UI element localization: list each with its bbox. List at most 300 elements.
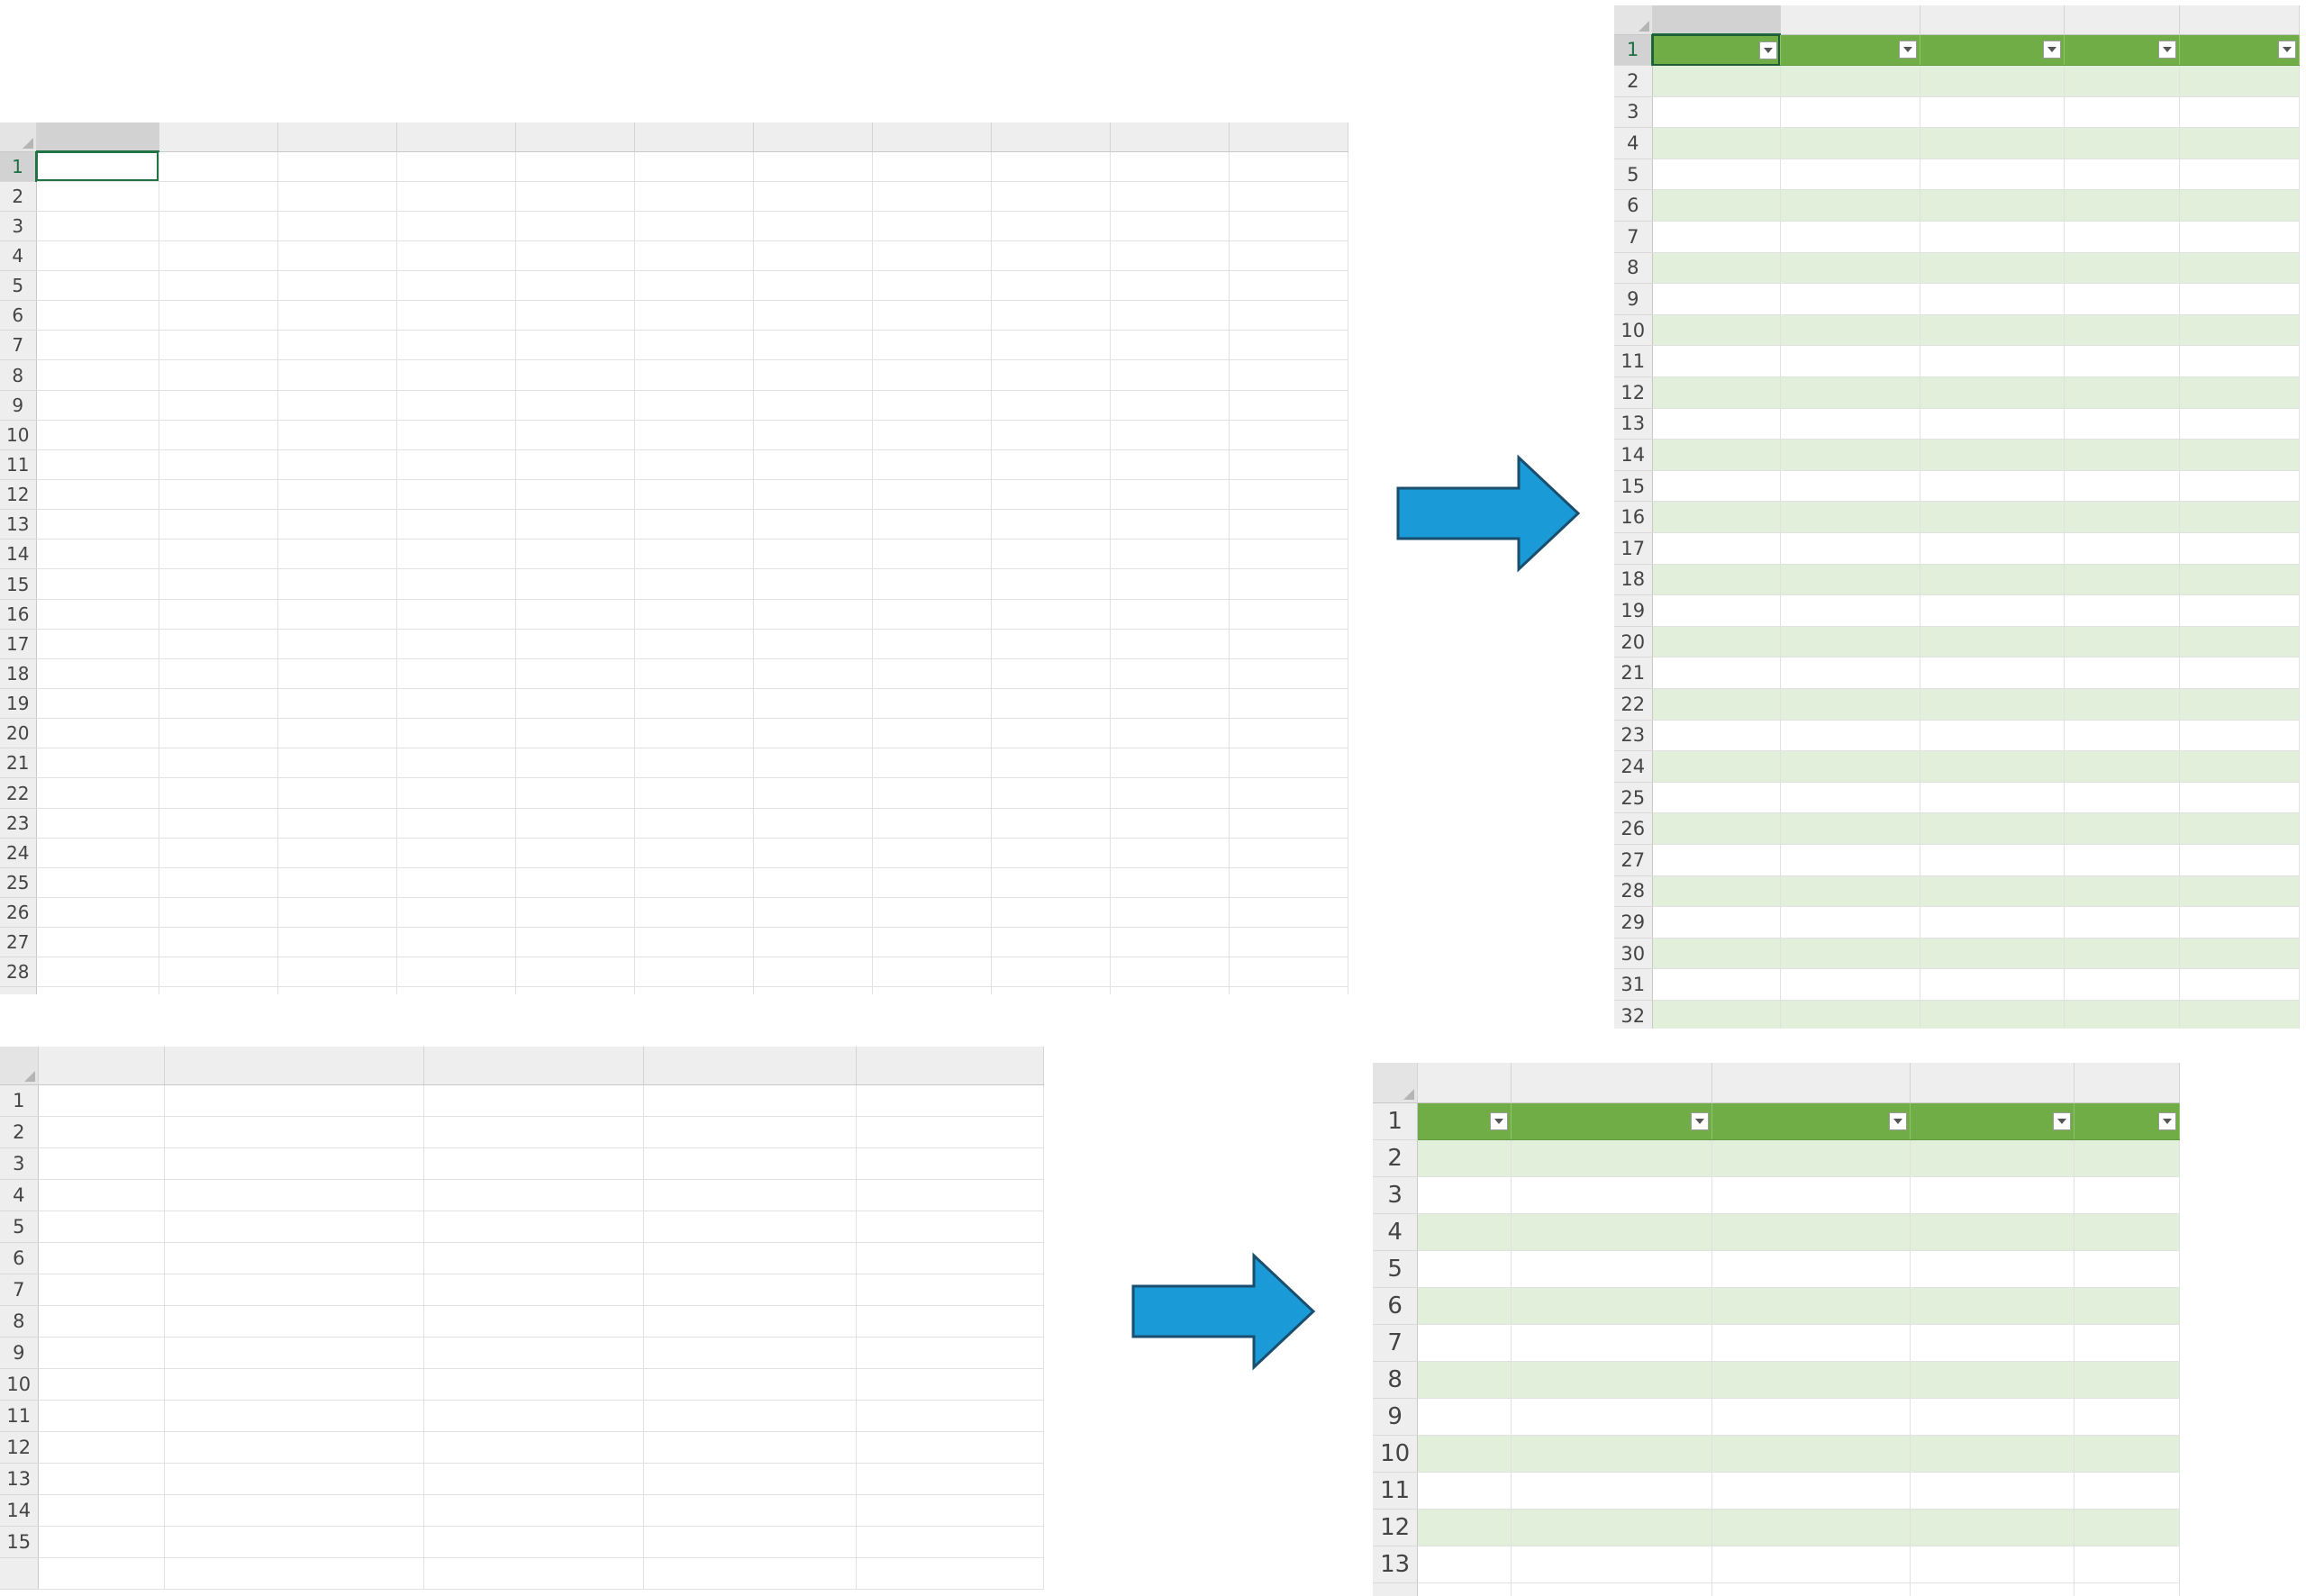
cell[interactable] (1418, 1213, 1512, 1250)
cell[interactable] (1780, 782, 1920, 813)
cell[interactable] (991, 240, 1110, 270)
cell[interactable] (1911, 1582, 2074, 1596)
row-header[interactable]: 10 (0, 1368, 38, 1400)
cell[interactable] (2064, 470, 2179, 502)
row-header[interactable]: 25 (1614, 782, 1652, 813)
filter-dropdown-icon[interactable] (1899, 41, 1917, 59)
cell[interactable] (1110, 629, 1229, 658)
row-header[interactable]: 32 (1614, 1000, 1652, 1029)
cell[interactable] (423, 1242, 643, 1274)
select-all-corner-icon[interactable] (1373, 1063, 1418, 1102)
cell[interactable] (1229, 748, 1348, 778)
cell[interactable] (396, 420, 515, 449)
cell[interactable] (753, 957, 872, 987)
cell[interactable] (856, 1463, 1043, 1494)
cell[interactable] (643, 1242, 856, 1274)
cell[interactable] (1780, 969, 1920, 1001)
cell[interactable] (753, 510, 872, 540)
cell[interactable] (856, 1400, 1043, 1431)
cell[interactable] (2179, 96, 2299, 128)
cell[interactable] (515, 629, 634, 658)
cell[interactable] (515, 719, 634, 748)
cell[interactable] (164, 1242, 423, 1274)
cell[interactable] (277, 301, 396, 331)
cell[interactable] (159, 301, 277, 331)
cell[interactable] (38, 1400, 164, 1431)
cell[interactable] (1229, 599, 1348, 629)
cell[interactable] (36, 658, 159, 688)
cell[interactable] (2179, 657, 2299, 689)
cell[interactable] (1652, 688, 1780, 720)
cell[interactable] (1418, 1287, 1512, 1324)
cell[interactable] (515, 480, 634, 510)
cell[interactable] (159, 480, 277, 510)
column-header-b[interactable] (1780, 5, 1920, 34)
cell[interactable] (872, 629, 991, 658)
cell[interactable] (1229, 689, 1348, 719)
cell[interactable] (1711, 1324, 1911, 1361)
cell[interactable] (1711, 1509, 1911, 1546)
cell[interactable] (515, 211, 634, 240)
cell[interactable] (164, 1211, 423, 1242)
cell[interactable] (2179, 66, 2299, 97)
cell[interactable] (1780, 128, 1920, 159)
cell[interactable] (36, 480, 159, 510)
cell[interactable] (423, 1557, 643, 1589)
cell[interactable] (2064, 252, 2179, 284)
cell[interactable] (515, 240, 634, 270)
row-header[interactable]: 1 (0, 151, 36, 181)
cell[interactable] (991, 271, 1110, 301)
cell[interactable] (36, 420, 159, 449)
cell[interactable] (753, 778, 872, 808)
cell[interactable] (1110, 211, 1229, 240)
cell[interactable] (2064, 626, 2179, 657)
cell[interactable] (1418, 1472, 1512, 1509)
row-header[interactable]: 9 (1373, 1398, 1418, 1435)
cell[interactable] (1229, 240, 1348, 270)
cell[interactable] (872, 449, 991, 479)
cell[interactable] (1652, 66, 1780, 97)
filter-dropdown-icon[interactable] (2043, 41, 2061, 59)
row-header[interactable]: 23 (0, 808, 36, 838)
cell[interactable] (991, 449, 1110, 479)
cell[interactable] (1418, 1509, 1512, 1546)
cell[interactable] (1920, 222, 2064, 253)
cell[interactable] (1780, 66, 1920, 97)
cell[interactable] (164, 1337, 423, 1368)
cell[interactable] (1511, 1398, 1711, 1435)
cell[interactable] (159, 808, 277, 838)
cell[interactable] (159, 151, 277, 181)
row-header[interactable]: 28 (1614, 875, 1652, 907)
cell[interactable] (159, 181, 277, 211)
cell[interactable] (753, 390, 872, 420)
row-header[interactable]: 3 (1373, 1176, 1418, 1213)
cell[interactable] (753, 898, 872, 928)
cell[interactable] (1229, 569, 1348, 599)
cell[interactable] (872, 957, 991, 987)
row-header[interactable]: 6 (0, 1242, 38, 1274)
cell[interactable] (515, 360, 634, 390)
cell[interactable] (2179, 844, 2299, 875)
cell[interactable] (753, 689, 872, 719)
cell[interactable] (1920, 252, 2064, 284)
row-header[interactable]: 7 (0, 331, 36, 360)
cell[interactable] (753, 420, 872, 449)
row-header[interactable]: 10 (1614, 314, 1652, 346)
table-header-cell[interactable] (1920, 34, 2064, 66)
cell[interactable] (277, 480, 396, 510)
cell[interactable] (1911, 1361, 2074, 1398)
cell[interactable] (753, 331, 872, 360)
cell[interactable] (1780, 751, 1920, 783)
cell[interactable] (159, 569, 277, 599)
cell[interactable] (36, 151, 159, 181)
cell[interactable] (1920, 377, 2064, 409)
cell[interactable] (991, 181, 1110, 211)
cell[interactable] (991, 719, 1110, 748)
cell[interactable] (1110, 928, 1229, 957)
cell[interactable] (634, 569, 753, 599)
cell[interactable] (643, 1305, 856, 1337)
cell[interactable] (38, 1557, 164, 1589)
cell[interactable] (1652, 159, 1780, 190)
cell[interactable] (36, 778, 159, 808)
cell[interactable] (2074, 1287, 2180, 1324)
cell[interactable] (1780, 688, 1920, 720)
cell[interactable] (1652, 720, 1780, 751)
row-header[interactable]: 6 (1614, 190, 1652, 222)
cell[interactable] (1418, 1582, 1512, 1596)
cell[interactable] (872, 151, 991, 181)
row-header[interactable]: 8 (1614, 252, 1652, 284)
cell[interactable] (634, 181, 753, 211)
cell[interactable] (872, 898, 991, 928)
cell[interactable] (753, 838, 872, 867)
cell[interactable] (164, 1179, 423, 1211)
column-header-c[interactable] (1920, 5, 2064, 34)
row-header[interactable]: 18 (1614, 564, 1652, 595)
table-header-cell[interactable] (2179, 34, 2299, 66)
cell[interactable] (38, 1242, 164, 1274)
row-header[interactable]: 22 (1614, 688, 1652, 720)
cell[interactable] (423, 1147, 643, 1179)
cell[interactable] (1511, 1176, 1711, 1213)
cell[interactable] (2064, 813, 2179, 845)
cell[interactable] (1711, 1213, 1911, 1250)
cell[interactable] (1652, 96, 1780, 128)
cell[interactable] (36, 599, 159, 629)
row-header[interactable]: 21 (1614, 657, 1652, 689)
cell[interactable] (991, 987, 1110, 994)
table-header-cell[interactable] (1711, 1102, 1911, 1139)
cell[interactable] (159, 928, 277, 957)
row-header[interactable]: 24 (0, 838, 36, 867)
cell[interactable] (277, 240, 396, 270)
cell[interactable] (1920, 533, 2064, 565)
cell[interactable] (515, 748, 634, 778)
cell[interactable] (2064, 875, 2179, 907)
cell[interactable] (872, 301, 991, 331)
cell[interactable] (1418, 1361, 1512, 1398)
cell[interactable] (1920, 159, 2064, 190)
cell[interactable] (423, 1116, 643, 1147)
cell[interactable] (1110, 838, 1229, 867)
cell[interactable] (1110, 808, 1229, 838)
column-header-c[interactable] (1711, 1063, 1911, 1102)
cell[interactable] (2179, 564, 2299, 595)
cell[interactable] (515, 301, 634, 331)
cell[interactable] (277, 629, 396, 658)
cell[interactable] (423, 1211, 643, 1242)
cell[interactable] (2064, 938, 2179, 969)
cell[interactable] (2179, 875, 2299, 907)
row-header[interactable]: 3 (0, 211, 36, 240)
cell[interactable] (277, 838, 396, 867)
cell[interactable] (1920, 314, 2064, 346)
cell[interactable] (515, 778, 634, 808)
cell[interactable] (2074, 1213, 2180, 1250)
cell[interactable] (643, 1211, 856, 1242)
cell[interactable] (991, 808, 1110, 838)
cell[interactable] (856, 1147, 1043, 1179)
filter-dropdown-icon[interactable] (1691, 1112, 1709, 1130)
cell[interactable] (634, 151, 753, 181)
cell[interactable] (1780, 626, 1920, 657)
cell[interactable] (1110, 360, 1229, 390)
cell[interactable] (2179, 128, 2299, 159)
cell[interactable] (2179, 688, 2299, 720)
cell[interactable] (991, 420, 1110, 449)
cell[interactable] (2179, 377, 2299, 409)
cell[interactable] (1920, 875, 2064, 907)
row-header[interactable]: 14 (0, 540, 36, 569)
cell[interactable] (36, 719, 159, 748)
cell[interactable] (159, 240, 277, 270)
cell[interactable] (2064, 907, 2179, 939)
cell[interactable] (36, 898, 159, 928)
cell[interactable] (1780, 720, 1920, 751)
cell[interactable] (2064, 844, 2179, 875)
row-header[interactable]: 12 (1614, 377, 1652, 409)
row-header[interactable]: 19 (0, 689, 36, 719)
row-header[interactable]: 3 (0, 1147, 38, 1179)
cell[interactable] (1110, 390, 1229, 420)
cell[interactable] (1911, 1213, 2074, 1250)
cell[interactable] (1229, 808, 1348, 838)
row-header[interactable]: 11 (1614, 346, 1652, 377)
cell[interactable] (872, 390, 991, 420)
cell[interactable] (1780, 938, 1920, 969)
cell[interactable] (872, 331, 991, 360)
cell[interactable] (38, 1337, 164, 1368)
cell[interactable] (643, 1463, 856, 1494)
row-header[interactable]: 17 (1614, 533, 1652, 565)
cell[interactable] (159, 658, 277, 688)
cell[interactable] (1652, 408, 1780, 440)
cell[interactable] (515, 151, 634, 181)
cell[interactable] (856, 1494, 1043, 1526)
cell[interactable] (643, 1431, 856, 1463)
cell[interactable] (36, 867, 159, 897)
cell[interactable] (2064, 314, 2179, 346)
cell[interactable] (991, 151, 1110, 181)
cell[interactable] (277, 778, 396, 808)
cell[interactable] (634, 301, 753, 331)
column-header-d[interactable] (1911, 1063, 2074, 1102)
cell[interactable] (1920, 96, 2064, 128)
cell[interactable] (753, 240, 872, 270)
cell[interactable] (36, 569, 159, 599)
cell[interactable] (872, 569, 991, 599)
cell[interactable] (1511, 1435, 1711, 1472)
cell[interactable] (753, 569, 872, 599)
row-header[interactable]: 2 (1614, 66, 1652, 97)
row-header[interactable]: 9 (1614, 284, 1652, 315)
cell[interactable] (634, 360, 753, 390)
cell[interactable] (159, 987, 277, 994)
cell[interactable] (159, 360, 277, 390)
cell[interactable] (634, 449, 753, 479)
cell[interactable] (1110, 540, 1229, 569)
cell[interactable] (164, 1274, 423, 1305)
table-header-cell[interactable] (2074, 1102, 2180, 1139)
cell[interactable] (1780, 314, 1920, 346)
row-header[interactable]: 24 (1614, 751, 1652, 783)
cell[interactable] (2064, 284, 2179, 315)
cell[interactable] (991, 599, 1110, 629)
cell[interactable] (423, 1368, 643, 1400)
cell[interactable] (1511, 1472, 1711, 1509)
row-header[interactable]: 1 (1373, 1102, 1418, 1139)
cell[interactable] (277, 569, 396, 599)
row-header[interactable]: 26 (1614, 813, 1652, 845)
cell[interactable] (872, 778, 991, 808)
row-header[interactable]: 30 (1614, 938, 1652, 969)
table-header-cell[interactable] (1652, 34, 1780, 66)
row-header[interactable]: 4 (0, 1179, 38, 1211)
cell[interactable] (2074, 1176, 2180, 1213)
cell[interactable] (991, 629, 1110, 658)
cell[interactable] (1911, 1176, 2074, 1213)
cell[interactable] (1229, 181, 1348, 211)
cell[interactable] (991, 957, 1110, 987)
cell[interactable] (1652, 844, 1780, 875)
cell[interactable] (2064, 440, 2179, 471)
cell[interactable] (1652, 377, 1780, 409)
column-header-d[interactable] (2064, 5, 2179, 34)
cell[interactable] (1229, 957, 1348, 987)
cell[interactable] (515, 540, 634, 569)
cell[interactable] (991, 301, 1110, 331)
cell[interactable] (277, 271, 396, 301)
row-header[interactable] (0, 987, 36, 994)
row-header[interactable]: 8 (0, 360, 36, 390)
cell[interactable] (1110, 420, 1229, 449)
cell[interactable] (1110, 957, 1229, 987)
cell[interactable] (159, 599, 277, 629)
cell[interactable] (991, 778, 1110, 808)
cell[interactable] (515, 569, 634, 599)
cell[interactable] (2074, 1361, 2180, 1398)
cell[interactable] (2179, 408, 2299, 440)
cell[interactable] (634, 867, 753, 897)
row-header[interactable]: 2 (1373, 1139, 1418, 1176)
cell[interactable] (2179, 751, 2299, 783)
cell[interactable] (1920, 782, 2064, 813)
column-header-e[interactable] (2179, 5, 2299, 34)
cell[interactable] (634, 748, 753, 778)
cell[interactable] (1652, 346, 1780, 377)
cell[interactable] (991, 360, 1110, 390)
cell[interactable] (423, 1305, 643, 1337)
cell[interactable] (643, 1179, 856, 1211)
cell[interactable] (277, 360, 396, 390)
row-header[interactable]: 4 (1373, 1213, 1418, 1250)
cell[interactable] (1652, 128, 1780, 159)
row-header[interactable]: 10 (1373, 1435, 1418, 1472)
cell[interactable] (1711, 1546, 1911, 1582)
cell[interactable] (1920, 844, 2064, 875)
cell[interactable] (423, 1431, 643, 1463)
cell[interactable] (2064, 720, 2179, 751)
cell[interactable] (423, 1179, 643, 1211)
cell[interactable] (2179, 782, 2299, 813)
column-header-k[interactable] (1229, 122, 1348, 151)
cell[interactable] (1780, 470, 1920, 502)
cell[interactable] (1110, 510, 1229, 540)
cell[interactable] (1920, 657, 2064, 689)
row-header[interactable]: 14 (0, 1494, 38, 1526)
cell[interactable] (2179, 222, 2299, 253)
cell[interactable] (1110, 689, 1229, 719)
cell[interactable] (1920, 284, 2064, 315)
cell[interactable] (1652, 1000, 1780, 1029)
cell[interactable] (1511, 1250, 1711, 1287)
select-all-corner-icon[interactable] (0, 122, 36, 151)
cell[interactable] (1511, 1582, 1711, 1596)
column-header-c[interactable] (277, 122, 396, 151)
row-header[interactable]: 27 (0, 928, 36, 957)
cell[interactable] (515, 599, 634, 629)
cell[interactable] (159, 540, 277, 569)
cell[interactable] (856, 1211, 1043, 1242)
cell[interactable] (38, 1211, 164, 1242)
row-header[interactable]: 5 (0, 271, 36, 301)
cell[interactable] (872, 240, 991, 270)
cell[interactable] (164, 1084, 423, 1116)
cell[interactable] (1780, 907, 1920, 939)
row-header[interactable]: 5 (0, 1211, 38, 1242)
row-header[interactable]: 9 (0, 390, 36, 420)
cell[interactable] (991, 569, 1110, 599)
cell[interactable] (1780, 159, 1920, 190)
cell[interactable] (38, 1305, 164, 1337)
cell[interactable] (753, 599, 872, 629)
cell[interactable] (991, 510, 1110, 540)
row-header[interactable]: 8 (1373, 1361, 1418, 1398)
cell[interactable] (396, 331, 515, 360)
cell[interactable] (159, 211, 277, 240)
filter-dropdown-icon[interactable] (1490, 1112, 1508, 1130)
cell[interactable] (753, 658, 872, 688)
cell[interactable] (1911, 1250, 2074, 1287)
cell[interactable] (1711, 1139, 1911, 1176)
row-header[interactable]: 12 (1373, 1509, 1418, 1546)
cell[interactable] (515, 867, 634, 897)
cell[interactable] (396, 181, 515, 211)
